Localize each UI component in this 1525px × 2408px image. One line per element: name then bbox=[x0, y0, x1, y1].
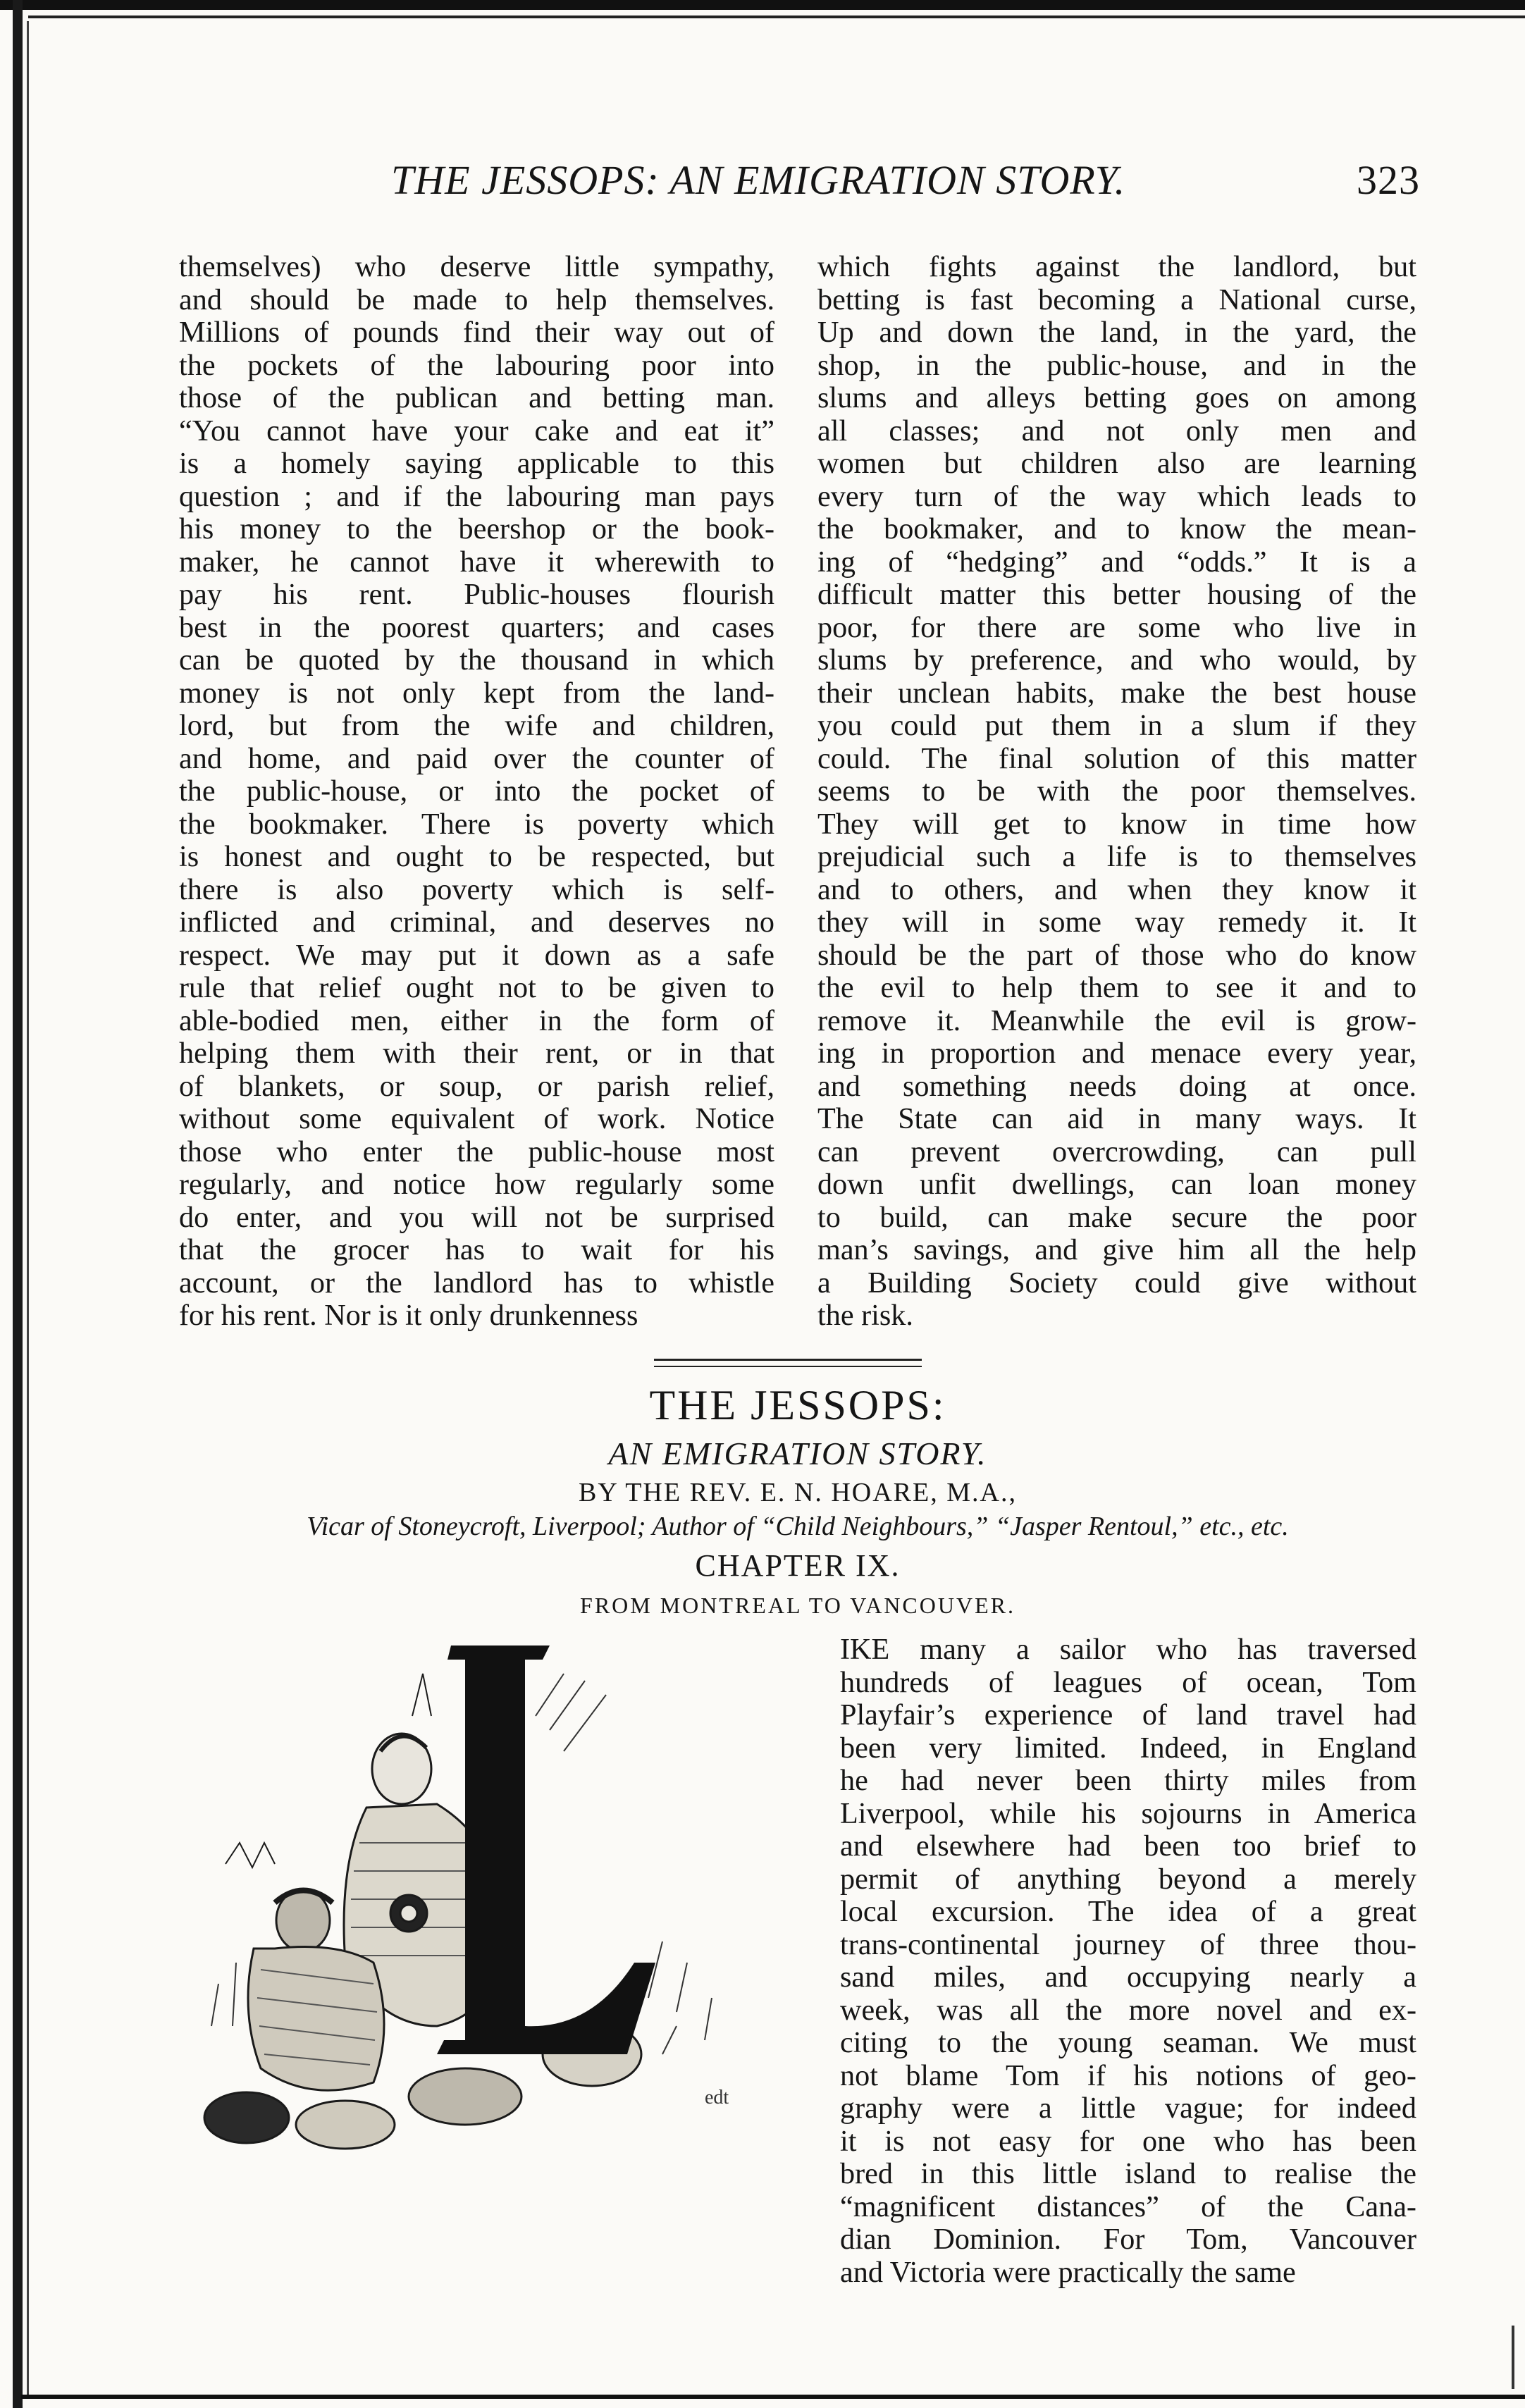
right-column-line: all classes; and not only men and bbox=[817, 414, 1416, 447]
right-column-line: they will in some way remedy it. It bbox=[817, 906, 1416, 939]
right-column-line: shop, in the public-house, and in the bbox=[817, 349, 1416, 382]
left-column-line: inflicted and criminal, and deserves no bbox=[179, 906, 774, 939]
right-column-line: down unfit dwellings, can loan money bbox=[817, 1168, 1416, 1201]
right-column-line: the evil to help them to see it and to bbox=[817, 972, 1416, 1004]
right-column-line: slums by preference, and who would, by bbox=[817, 644, 1416, 677]
story-line: week, was all the more novel and ex- bbox=[840, 1994, 1416, 2027]
left-column-line: regularly, and notice how regularly some bbox=[179, 1168, 774, 1201]
story-line: he had never been thirty miles from bbox=[840, 1765, 1416, 1797]
drop-cap-letter bbox=[437, 1646, 655, 2054]
top-inner-rule bbox=[28, 16, 1525, 18]
right-column-line: and to others, and when they know it bbox=[817, 873, 1416, 906]
story-line: been very limited. Indeed, in England bbox=[840, 1731, 1416, 1765]
right-column-line: which fights against the landlord, but bbox=[817, 251, 1416, 283]
left-column-line: the pockets of the labouring poor into bbox=[179, 349, 774, 382]
right-text-column bbox=[817, 251, 1416, 1333]
left-column-line: helping them with their rent, or in that bbox=[179, 1037, 774, 1070]
section-separator bbox=[654, 1359, 922, 1361]
right-column-line: you could put them in a slum if they bbox=[817, 710, 1416, 742]
left-column-line: for his rent. Nor is it only drunkenness bbox=[179, 1299, 638, 1332]
right-column-line: poor, for there are some who live in bbox=[817, 611, 1416, 644]
story-line: “magnificent distances” of the Cana- bbox=[840, 2190, 1416, 2223]
illustrator-signature: edt bbox=[705, 2087, 729, 2108]
left-column-line: lord, but from the wife and children, bbox=[179, 710, 774, 742]
left-column-line: do enter, and you will not be surprised bbox=[179, 1201, 774, 1234]
left-column-line: account, or the landlord has to whistle bbox=[179, 1266, 774, 1299]
right-column-line: should be the part of those who do know bbox=[817, 939, 1416, 972]
left-column-line: maker, he cannot have it wherewith to bbox=[179, 545, 774, 579]
story-line: permit of anything beyond a merely bbox=[840, 1863, 1416, 1896]
story-line: IKE many a sailor who has traversed bbox=[840, 1634, 1416, 1666]
story-line: it is not easy for one who has been bbox=[840, 2125, 1416, 2158]
story-line: bred in this little island to realise the bbox=[840, 2158, 1416, 2190]
chapter-title: FROM MONTREAL TO VANCOUVER. bbox=[580, 1593, 1015, 1618]
left-column-line: is a homely saying applicable to this bbox=[179, 447, 774, 480]
left-column-line: themselves) who deserve little sympathy, bbox=[179, 251, 774, 283]
left-column-line: “You cannot have your cake and eat it” bbox=[179, 414, 774, 447]
story-line: dian Dominion. For Tom, Vancouver bbox=[840, 2223, 1416, 2256]
left-inner-rule bbox=[27, 21, 29, 2396]
right-column-line: They will get to know in time how bbox=[817, 808, 1416, 841]
left-column-line: the public-house, or into the pocket of bbox=[179, 775, 774, 808]
right-column-line: and something needs doing at once. bbox=[817, 1070, 1416, 1103]
bottom-border-rule bbox=[21, 2395, 1525, 2399]
article-author: BY THE REV. E. N. HOARE, M.A., bbox=[579, 1478, 1017, 1507]
story-text-column bbox=[840, 1634, 1416, 2289]
right-column-line: difficult matter this better housing of the bbox=[817, 579, 1416, 611]
right-column-line: betting is fast becoming a National curse, bbox=[817, 283, 1416, 316]
drop-cap-illustration bbox=[169, 1631, 817, 2167]
right-edge-mark bbox=[1512, 2326, 1514, 2389]
right-column-line: their unclean habits, make the best house bbox=[817, 677, 1416, 710]
left-column-line: question ; and if the labouring man pays bbox=[179, 480, 774, 513]
right-column-line: seems to be with the poor themselves. bbox=[817, 775, 1416, 808]
top-border-rule bbox=[0, 0, 1525, 10]
left-column-line: able-bodied men, either in the form of bbox=[179, 1004, 774, 1037]
right-column-line: the risk. bbox=[817, 1299, 913, 1332]
right-column-line: can prevent overcrowding, can pull bbox=[817, 1135, 1416, 1168]
left-column-line: pay his rent. Public-houses flourish bbox=[179, 579, 774, 611]
chapter-heading: CHAPTER IX. bbox=[695, 1548, 901, 1583]
story-line: hundreds of leagues of ocean, Tom bbox=[840, 1666, 1416, 1699]
page-number: 323 bbox=[1357, 157, 1420, 203]
left-column-line: respect. We may put it down as a safe bbox=[179, 939, 774, 972]
right-column-line: women but children also are learning bbox=[817, 447, 1416, 480]
story-line: sand miles, and occupying nearly a bbox=[840, 1961, 1416, 1994]
left-text-column bbox=[179, 251, 774, 1333]
author-description: Vicar of Stoneycroft, Liverpool; Author of “Child Neighbours,” “Jasper Rentoul,” etc., etc. bbox=[307, 1512, 1289, 1541]
left-column-line: that the grocer has to wait for his bbox=[179, 1234, 774, 1266]
left-column-line: is honest and ought to be respected, but bbox=[179, 841, 774, 873]
running-head-title: THE JESSOPS: AN EMIGRATION STORY. bbox=[391, 157, 1126, 203]
right-column-line: ing in proportion and menace every year, bbox=[817, 1037, 1416, 1070]
story-line: local excursion. The idea of a great bbox=[840, 1896, 1416, 1928]
story-line: not blame Tom if his notions of geo- bbox=[840, 2059, 1416, 2092]
right-column-line: remove it. Meanwhile the evil is grow- bbox=[817, 1004, 1416, 1037]
section-separator-lower bbox=[654, 1366, 922, 1367]
right-column-line: man’s savings, and give him all the help bbox=[817, 1234, 1416, 1266]
right-column-line: the bookmaker, and to know the mean- bbox=[817, 513, 1416, 545]
left-column-line: without some equivalent of work. Notice bbox=[179, 1103, 774, 1135]
right-column-line: prejudicial such a life is to themselves bbox=[817, 841, 1416, 873]
left-column-line: Millions of pounds find their way out of bbox=[179, 316, 774, 349]
story-line: and Victoria were practically the same bbox=[840, 2256, 1296, 2289]
article-subtitle: AN EMIGRATION STORY. bbox=[608, 1435, 987, 1471]
left-border-rule bbox=[13, 0, 23, 2408]
left-column-line: those who enter the public-house most bbox=[179, 1135, 774, 1168]
illustration-svg bbox=[169, 1631, 817, 2167]
left-column-line: best in the poorest quarters; and cases bbox=[179, 611, 774, 644]
story-line: Playfair’s experience of land travel had bbox=[840, 1699, 1416, 1731]
right-column-line: The State can aid in many ways. It bbox=[817, 1103, 1416, 1135]
story-line: Liverpool, while his sojourns in America bbox=[840, 1797, 1416, 1830]
left-column-line: there is also poverty which is self- bbox=[179, 873, 774, 906]
left-column-line: his money to the beershop or the book- bbox=[179, 513, 774, 545]
article-title: THE JESSOPS: bbox=[649, 1382, 946, 1428]
story-line: citing to the young seaman. We must bbox=[840, 2027, 1416, 2059]
story-line: and elsewhere had been too brief to bbox=[840, 1830, 1416, 1863]
left-column-line: the bookmaker. There is poverty which bbox=[179, 808, 774, 841]
story-line: trans-continental journey of three thou- bbox=[840, 1928, 1416, 1961]
left-column-line: can be quoted by the thousand in which bbox=[179, 644, 774, 677]
running-head bbox=[391, 156, 1420, 206]
left-column-line: rule that relief ought not to be given to bbox=[179, 972, 774, 1004]
right-column-line: could. The final solution of this matter bbox=[817, 742, 1416, 775]
left-column-line: money is not only kept from the land- bbox=[179, 677, 774, 710]
left-column-line: those of the publican and betting man. bbox=[179, 382, 774, 414]
left-column-line: and home, and paid over the counter of bbox=[179, 742, 774, 775]
story-line: graphy were a little vague; for indeed bbox=[840, 2092, 1416, 2125]
left-column-line: of blankets, or soup, or parish relief, bbox=[179, 1070, 774, 1103]
right-column-line: ing of “hedging” and “odds.” It is a bbox=[817, 545, 1416, 579]
right-column-line: Up and down the land, in the yard, the bbox=[817, 316, 1416, 349]
right-column-line: slums and alleys betting goes on among bbox=[817, 382, 1416, 414]
left-column-line: and should be made to help themselves. bbox=[179, 283, 774, 316]
right-column-line: a Building Society could give without bbox=[817, 1266, 1416, 1299]
right-column-line: every turn of the way which leads to bbox=[817, 480, 1416, 513]
right-column-line: to build, can make secure the poor bbox=[817, 1201, 1416, 1234]
